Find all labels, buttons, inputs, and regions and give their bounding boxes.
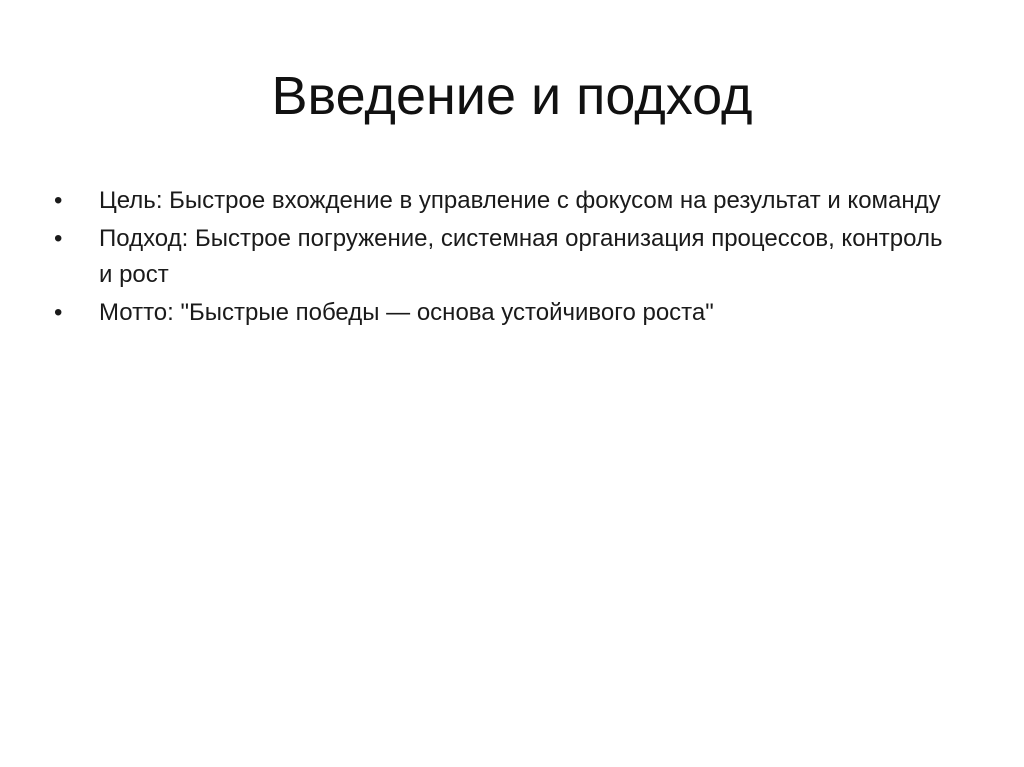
bullet-item-approach <box>54 221 954 293</box>
bullet-text: Мотто: "Быстрые победы — основа устойчивого роста" <box>99 299 714 326</box>
bullet-item-goal <box>54 183 954 219</box>
bullet-text: Цель: Быстрое вхождение в управление с фокусом на результат и команду <box>99 187 941 214</box>
bullet-icon: • <box>54 225 63 252</box>
bullet-item-motto <box>54 295 954 331</box>
slide-title: Введение и подход <box>271 66 753 126</box>
bullet-icon: • <box>54 187 63 214</box>
bullet-list <box>54 183 954 331</box>
bullet-text: Подход: Быстрое погружение, системная организация процессов, контроль и рост <box>99 225 943 288</box>
bullet-icon: • <box>54 299 63 326</box>
